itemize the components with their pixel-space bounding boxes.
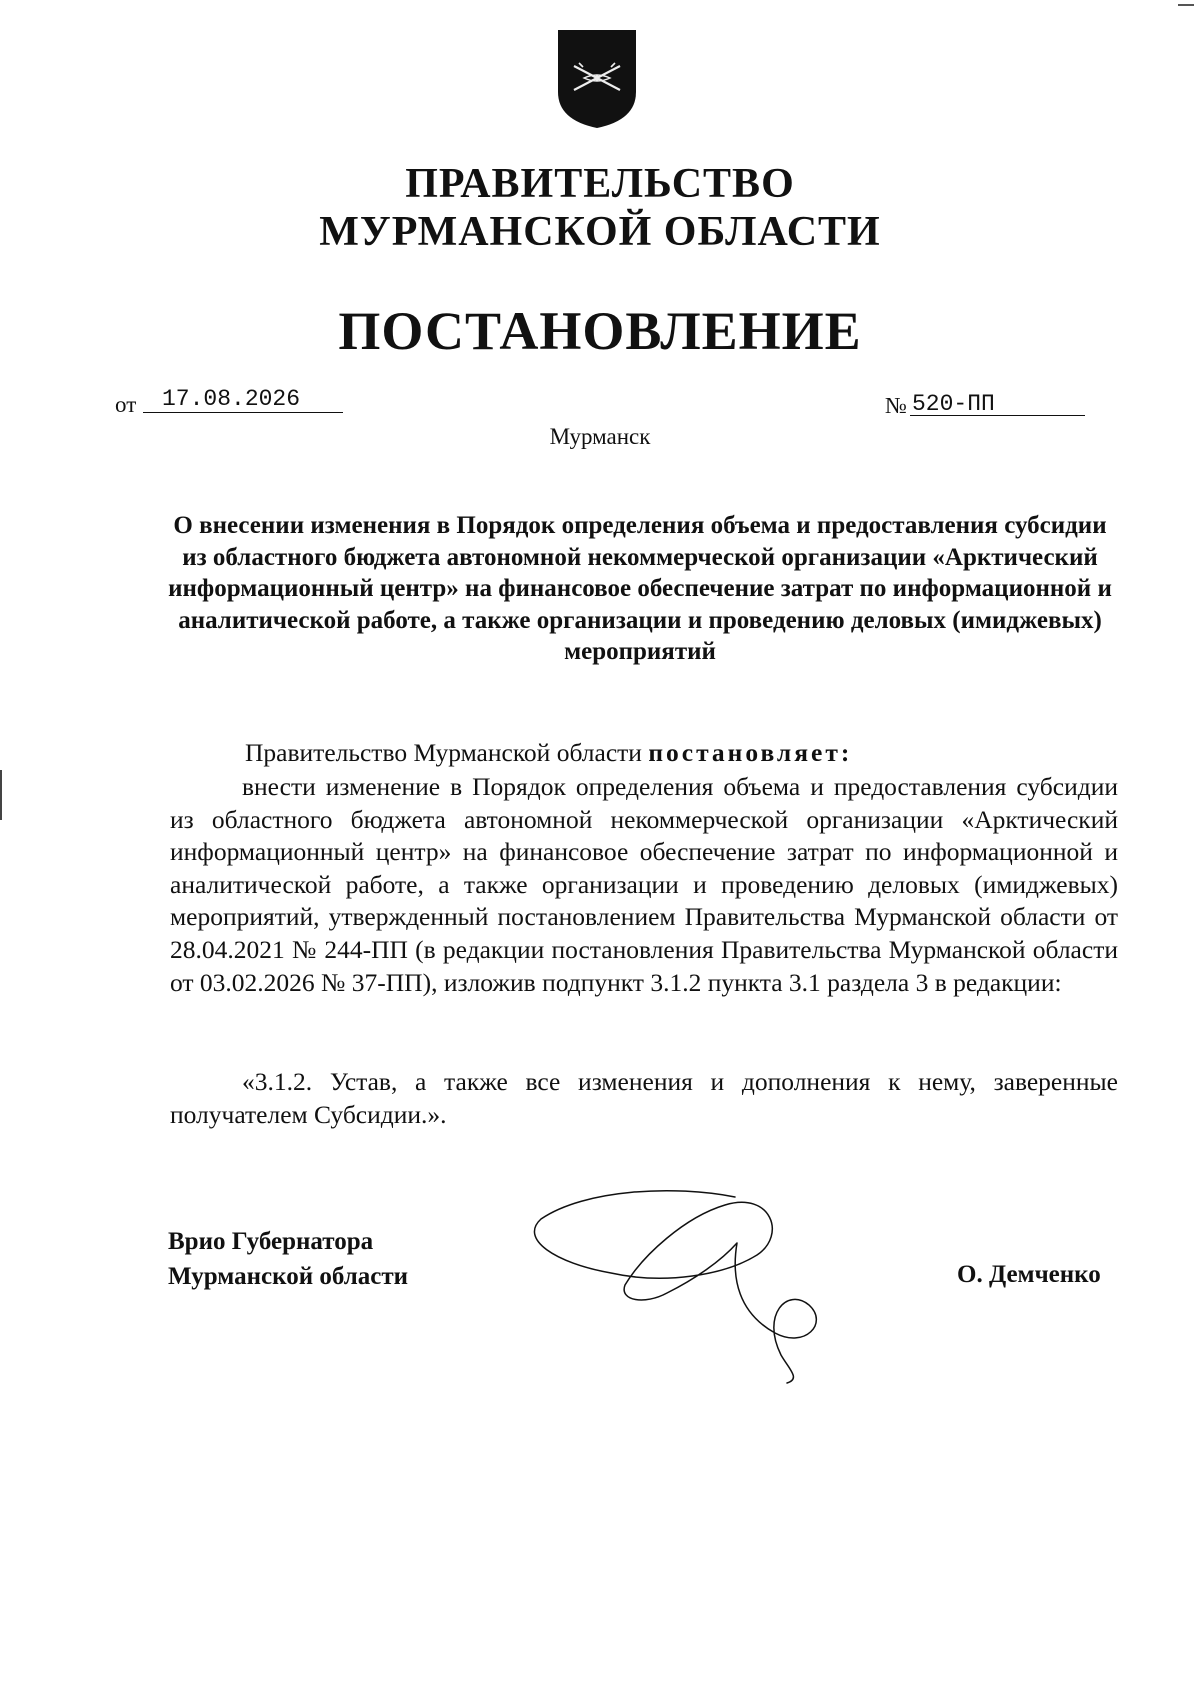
position-line1: Врио Губернатора: [168, 1228, 374, 1255]
scan-corner-mark: [1178, 4, 1194, 6]
signatory-name: О. Демченко: [957, 1261, 1101, 1288]
main-paragraph: внести изменение в Порядок определения объема и предоставления субсидии из областного бюджета автономной некоммерческой организации «Арктический информационный центр» на финансовое обеспечение затрат по информационной и аналитической работе, а также организации и проведению деловых (имиджевых) мероприятий, утвержденный постановлением Правительства Мурманской области от 28.04.2021 № 244-ПП (в редакции постановления Правительства Мурманской области от 03.02.2026 № 37-ПП), изложив подпункт 3.1.2 пункта 3.1 раздела 3 в редакции:: [170, 772, 1118, 997]
intro-verb: постановляет:: [648, 738, 853, 767]
quote-paragraph: «3.1.2. Устав, а также все изменения и дополнения к нему, заверенные получателем Субсидии.».: [170, 1067, 1118, 1129]
coat-of-arms-icon: [554, 28, 640, 130]
scan-edge-mark: [0, 770, 2, 820]
document-type: ПОСТАНОВЛЕНИЕ: [338, 301, 862, 361]
org-title-line1: ПРАВИТЕЛЬСТВО: [405, 161, 795, 207]
date-prefix: от: [115, 392, 137, 417]
date-underline: [143, 412, 343, 413]
position-line2: Мурманской области: [168, 1263, 409, 1290]
city-name: Мурманск: [549, 424, 651, 449]
document-heading: О внесении изменения в Порядок определения объема и предоставления субсидии из областного бюджета автономной некоммерческой организации «Арктический информационный центр» на финансовое обеспечение затрат по информационной и аналитической работе, а также организации и проведению деловых (имиджевых) мероприятий: [168, 512, 1112, 665]
document-date: 17.08.2026: [162, 386, 301, 412]
org-title-line2: МУРМАНСКОЙ ОБЛАСТИ: [319, 209, 881, 255]
signatory-position: [168, 1224, 408, 1294]
document-number: 520-ПП: [912, 391, 995, 417]
signature-icon: [525, 1183, 865, 1393]
number-prefix: №: [885, 393, 907, 418]
intro-text: Правительство Мурманской области: [245, 738, 642, 767]
intro-line: [170, 737, 1118, 770]
